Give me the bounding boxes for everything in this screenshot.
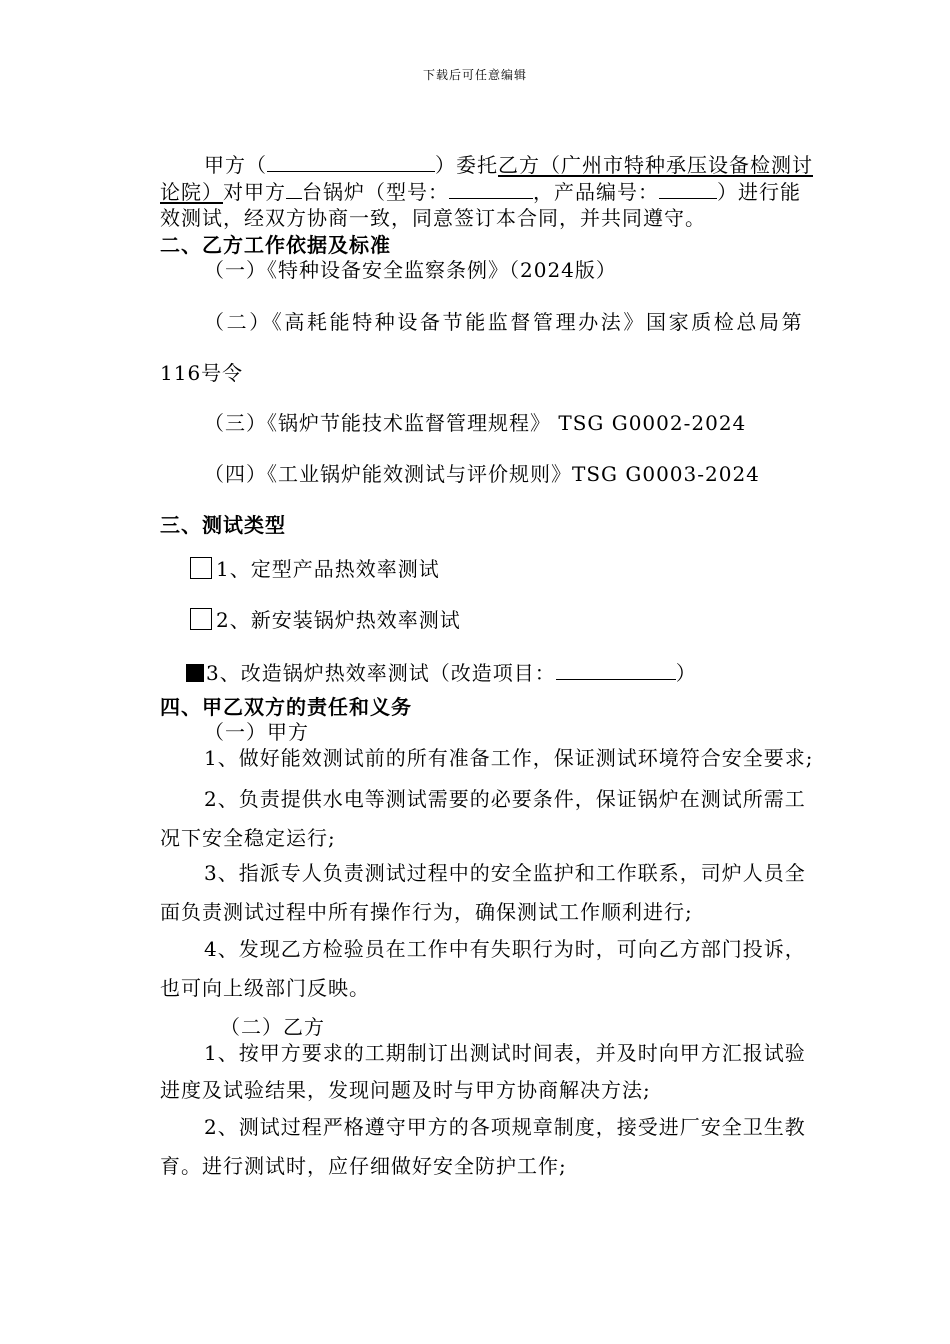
duty-a-3a: 3、指派专人负责测试过程中的安全监护和工作联系，司炉人员全	[204, 861, 806, 885]
test-type-option-1[interactable]	[190, 556, 440, 582]
boiler-unit-label: 台锅炉（型号：	[302, 180, 449, 204]
section4-heading: 四、甲乙双方的责任和义务	[160, 695, 412, 719]
duty-a-2b: 况下安全稳定运行;	[160, 826, 336, 850]
checkbox-unchecked-icon[interactable]	[190, 608, 212, 630]
checkbox-checked-icon[interactable]	[186, 664, 204, 682]
section3-heading: 三、测试类型	[160, 513, 286, 537]
page-header-note: 下载后可任意编辑	[422, 68, 527, 82]
product-no-blank[interactable]	[659, 178, 717, 199]
party-b-name: 乙方（广州市特种承压设备检测讨	[498, 153, 813, 177]
renovation-item-blank[interactable]	[556, 659, 676, 680]
unit-count-blank[interactable]	[286, 178, 302, 199]
duty-a-2a: 2、负责提供水电等测试需要的必要条件，保证锅炉在测试所需工	[204, 787, 806, 811]
duty-a-4b: 也可向上级部门反映。	[160, 976, 370, 1000]
section2-heading: 二、乙方工作依据及标准	[160, 233, 391, 257]
test-type-option-3[interactable]	[186, 659, 697, 686]
duty-b-2a: 2、测试过程严格遵守甲方的各项规章制度，接受进厂安全卫生教	[204, 1115, 806, 1139]
party-a-close: ）委托	[435, 153, 498, 177]
section2-item-2a: （二）《高耗能特种设备节能监督管理办法》国家质检总局第	[204, 310, 805, 334]
test-type-label-1: 1、定型产品热效率测试	[216, 557, 440, 581]
duty-b-1b: 进度及试验结果，发现问题及时与甲方协商解决方法;	[160, 1078, 651, 1102]
duty-a-1: 1、做好能效测试前的所有准备工作，保证测试环境符合安全要求;	[204, 746, 814, 770]
test-type-label-3-tail: ）	[675, 661, 697, 685]
after-party-b: 对甲方	[223, 180, 286, 204]
section4-sub-b: （二）乙方	[220, 1015, 325, 1039]
party-b-name-cont: 论院）	[160, 180, 223, 204]
party-a-label: 甲方（	[204, 153, 267, 177]
intro-line-3: 效测试，经双方协商一致，同意签订本合同，并共同遵守。	[160, 206, 706, 230]
section2-item-3: （三）《锅炉节能技术监督管理规程》 TSG G0002-2024	[204, 411, 747, 435]
duty-b-1a: 1、按甲方要求的工期制订出测试时间表，并及时向甲方汇报试验	[204, 1041, 806, 1065]
section4-sub-a: （一）甲方	[204, 720, 309, 744]
duty-a-3b: 面负责测试过程中所有操作行为，确保测试工作顺利进行;	[160, 900, 693, 924]
section2-item-1: （一）《特种设备安全监察条例》（2024版）	[204, 258, 617, 282]
duty-b-2b: 育。进行测试时，应仔细做好安全防护工作;	[160, 1154, 567, 1178]
party-a-blank[interactable]	[267, 151, 435, 172]
intro-close-tail: ）进行能	[717, 180, 801, 204]
intro-line-1	[204, 151, 813, 178]
model-blank[interactable]	[449, 178, 533, 199]
test-type-label-3: 3、改造锅炉热效率测试（改造项目：	[206, 661, 556, 685]
section2-item-4: （四）《工业锅炉能效测试与评价规则》TSG G0003-2024	[204, 462, 760, 486]
duty-a-4a: 4、发现乙方检验员在工作中有失职行为时，可向乙方部门投诉，	[204, 937, 806, 961]
intro-line-2	[160, 178, 801, 205]
product-no-label: ，产品编号：	[533, 180, 659, 204]
test-type-label-2: 2、新安装锅炉热效率测试	[216, 608, 461, 632]
test-type-option-2[interactable]	[190, 607, 461, 633]
section2-item-2b: 116号令	[160, 361, 244, 385]
checkbox-unchecked-icon[interactable]	[190, 557, 212, 579]
